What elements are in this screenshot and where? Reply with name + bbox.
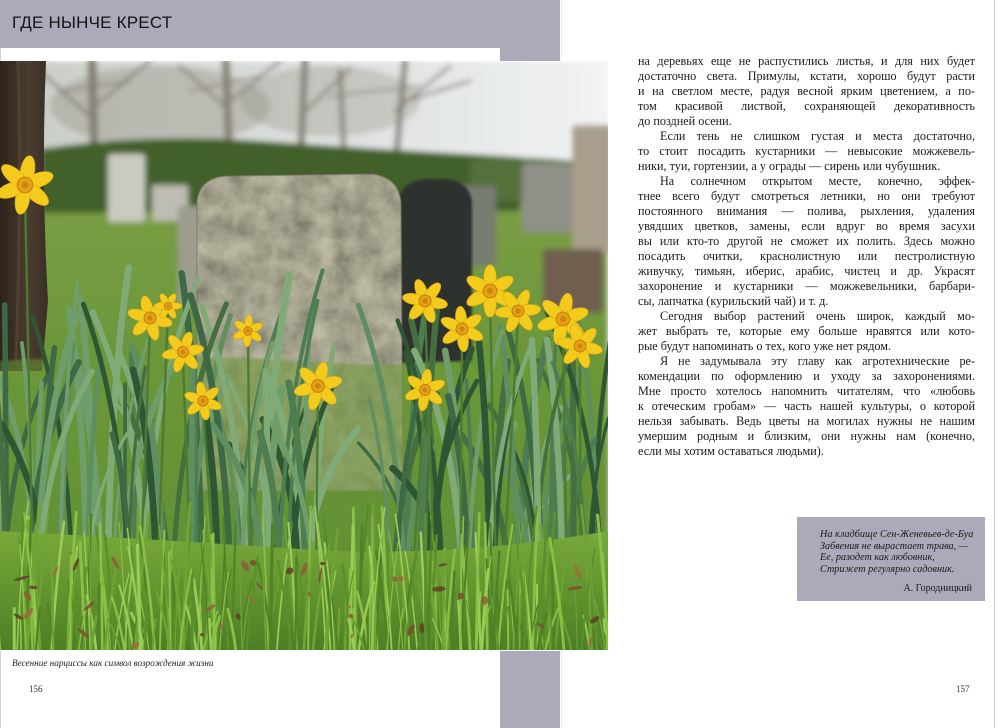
text-line: Сегодня выбор растений очень широк, каждый мо- — [660, 309, 975, 323]
text-line: тнее всего будут смотреться летники, но они требуют — [638, 189, 975, 203]
text-line: вы или кто-то другой не сможет их полить. Здесь можно — [638, 234, 975, 248]
daffodil-leaf — [192, 357, 193, 567]
text-line: умершим родным и близким, они нужны нам (конечно, — [638, 429, 975, 443]
text-line: том красивой листвой, сохраняющей декоративность — [638, 99, 975, 113]
daffodil-center — [487, 288, 493, 294]
grass-blade — [213, 534, 214, 650]
text-line: нельзя забывать. Ведь цветы на могилах нужны не нашим — [638, 414, 975, 428]
verse-line: На кладбище Сен-Женевьев-де-Буа — [820, 529, 974, 540]
gravestone — [522, 163, 572, 233]
text-line: постоянного внимания — полива, рыхления, удаления — [638, 204, 975, 218]
text-line: увядших цветков, замены, если вдруг во время засухи — [638, 219, 975, 233]
grass-blade — [296, 558, 297, 650]
text-line: сы, лапчатка (курильский чай) и т. д. — [638, 294, 829, 308]
fallen-leaf — [419, 623, 424, 633]
paragraph — [638, 174, 975, 309]
text-line: живучку, тимьян, иберис, арабис, чистец и др. Украсят — [638, 264, 975, 278]
page-number-left: 156 — [29, 684, 43, 694]
grass-blade — [460, 534, 461, 650]
grass-blade — [508, 590, 509, 650]
page-number-right: 157 — [956, 684, 970, 694]
text-line: жет выбрать те, которые ему больше нравятся или кото- — [638, 324, 975, 338]
text-line: и на светлом месте, радуя весной ярким цветением, а по- — [638, 84, 975, 98]
gravestone — [572, 125, 608, 253]
text-line: захоронение и кустарники — можжевельники, барбари- — [638, 279, 975, 293]
text-line: рые будут напоминать о тех, кого уже нет рядом. — [638, 339, 892, 353]
epigraph-author: А. Городницкий — [903, 583, 972, 594]
accent-stripe-bottom — [500, 651, 560, 728]
paragraph — [638, 354, 975, 459]
verse-line: Ее, разодет как любовник, — [820, 552, 935, 564]
right-page-edge — [994, 0, 995, 728]
text-line: достаточно света. Примулы, кстати, хорошо будут расти — [638, 69, 975, 83]
text-line: на деревьях еще не распустились листья, и для них будет — [638, 54, 975, 68]
epigraph-box — [797, 517, 985, 601]
text-line: Я не задумывала эту главу как агротехнические ре- — [660, 354, 975, 368]
text-line: то стоит посадить кустарники — невысокие можжевель- — [638, 144, 975, 158]
grass-blade — [271, 524, 273, 650]
accent-stripe-top — [500, 0, 560, 61]
daffodil-stem — [461, 337, 462, 561]
grass-blade — [209, 619, 210, 650]
text-line: до поздней осени. — [638, 114, 732, 128]
text-line: к отеческим гробам» — часть нашей культуры, о которой — [638, 399, 975, 413]
text-line: комендации по оформлению и уходу за захоронениями. — [638, 369, 975, 383]
paragraph — [638, 309, 975, 354]
daffodil-leaf — [195, 355, 197, 566]
text-line: если мы хотим оставаться людьми). — [638, 444, 824, 458]
gravestone — [108, 154, 145, 222]
text-line: Если тень не слишком густая и места достаточно, — [660, 129, 975, 143]
paragraph — [638, 129, 975, 174]
photo-caption: Весенние нарциссы как символ возрождения жизни — [12, 658, 214, 668]
photo-image — [0, 61, 608, 650]
grass-blade — [52, 552, 53, 650]
paragraph — [638, 54, 975, 129]
text-line: На солнечном открытом месте, конечно, эффек- — [660, 174, 975, 188]
text-line: посадить очитки, краснолистную или пестролистную — [638, 249, 975, 263]
body-text — [638, 54, 975, 459]
text-line: Мне просто хотелось напомнить читателям, что «любовь — [638, 384, 975, 398]
verse-line: Забвения не вырастает трава, — — [820, 540, 968, 552]
text-line: ники, туи, гортензии, а у ограды — сирень или чубушник. — [638, 159, 941, 173]
photo-daffodils — [0, 61, 608, 650]
epigraph-verse — [820, 529, 980, 576]
running-head: ГДЕ НЫНЧЕ КРЕСТ — [12, 13, 173, 32]
verse-line: Стрижет регулярно садовник. — [820, 564, 955, 576]
